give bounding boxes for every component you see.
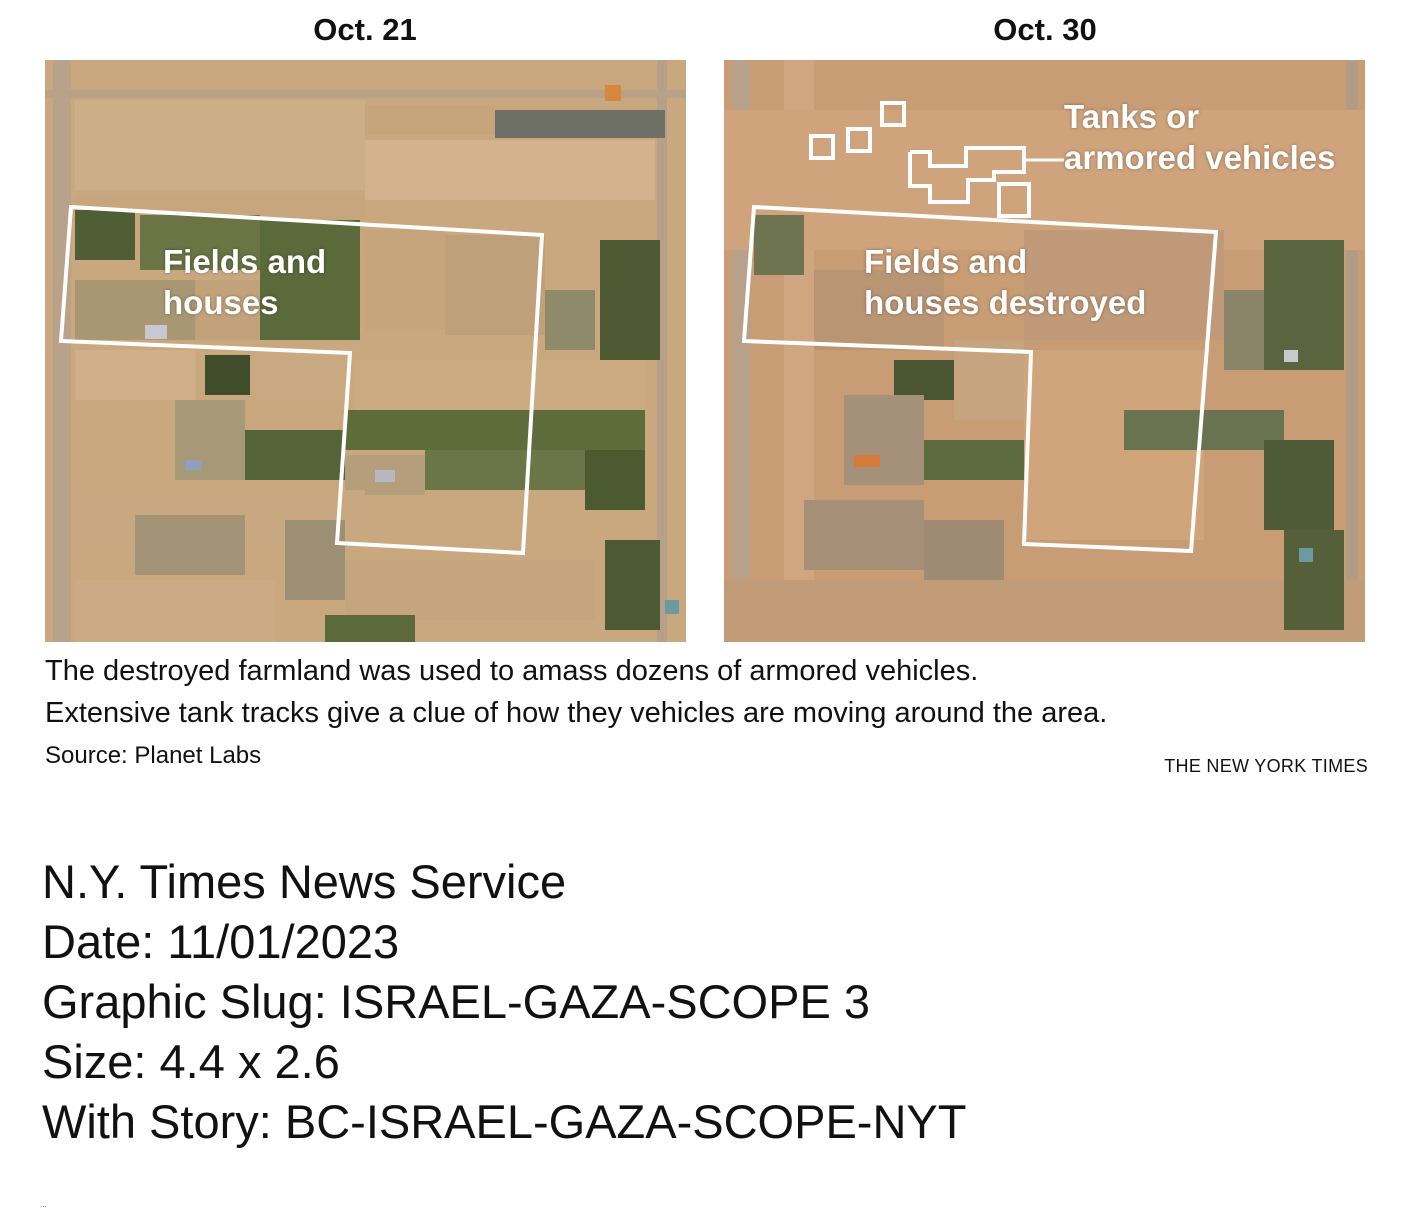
credit-line: THE NEW YORK TIMES — [1164, 756, 1368, 776]
caption-line-1: The destroyed farmland was used to amass dozens of armored vehicles. — [45, 655, 979, 687]
meta-date: Date: 11/01/2023 — [42, 915, 400, 968]
label-fields-and-houses-destroyed: Fields and houses destroyed — [864, 243, 1147, 321]
meta-size: Size: 4.4 x 2.6 — [42, 1035, 340, 1088]
satellite-image-oct-21-graphic — [45, 60, 686, 642]
satellite-image-oct-21 — [45, 60, 686, 642]
date-label-oct-30: Oct. 30 — [993, 12, 1097, 47]
meta-with-story: With Story: BC-ISRAEL-GAZA-SCOPE-NYT — [42, 1095, 967, 1148]
caption-line-2: Extensive tank tracks give a clue of how they vehicles are moving around the area. — [45, 697, 1108, 729]
meta-graphic-slug: Graphic Slug: ISRAEL-GAZA-SCOPE 3 — [42, 975, 871, 1028]
footer-mark: ... — [40, 1200, 47, 1209]
source-note: Source: Planet Labs — [45, 742, 262, 769]
meta-service: N.Y. Times News Service — [42, 855, 567, 908]
label-fields-and-houses: Fields and houses — [163, 243, 327, 321]
satellite-image-oct-30 — [724, 60, 1365, 642]
callout-tanks-or-armored-vehicles: Tanks or armored vehicles — [1064, 98, 1336, 176]
date-label-oct-21: Oct. 21 — [313, 12, 417, 47]
